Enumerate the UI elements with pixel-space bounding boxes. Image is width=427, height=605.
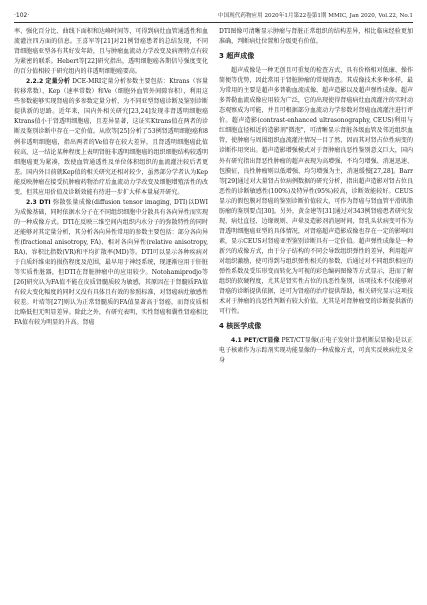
paragraph-text: DCE-MRI定量分析参数主要包括：Ktrans（容量转移常数）、Kep（速率常数）和Ve（细胞外血管外间隙容积），利用这些参数能够实现肾癌的多参数定量分析，为不同亚型肾癌诊断及鉴别诊断提供新的思路。近年来，国内外相关研究[23,24]发现非肾透明细胞癌Ktrans值小于肾透明细胞癌，且差异显著，这证实Ktrans值在两者的诊断及鉴别诊断中存在一定价值。从欣等[25]分析了53例肾透明细胞癌和8例非透明细胞癌，指出两者的Ve值存在较大差异，且肾透明细胞癌此值较高，这一结论某种程度上表明肾脏非透明细胞癌的组织细胞结构较透明细胞癌更为紧凑，致使血管通透性及单位体积组织的血流灌注较后者更差。国内外目前就Kep值的相关研究还相对较少，虽然部分学者认为Kep能反映肿瘤在接受抗肿瘤药物治疗后血流动力学改变及细胞增殖活性的改变，但其应用价值及诊断效能有待进一步扩大样本量展开研究。 <box>14 78 208 196</box>
paragraph-quantitative-analysis <box>14 77 208 198</box>
journal-running-head: 中国现代药物应用 2020年1月第22卷第1期 MMIC, Jan 2020, Vol.22, No.1 <box>217 13 413 19</box>
paragraph: DTI图像可清晰显示肿瘤与肾脏正常组织的结构差异，相比临床经验更加准确，判断病灶位置和分级更有价值。 <box>219 28 413 46</box>
section-heading-nuclear-medicine: 4 核医学成像 <box>219 322 262 331</box>
paragraph-dti <box>14 198 208 329</box>
paragraph-text: PET/CT显像(正电子发射计算机断层显像)是以正电子核素作为示踪剂实现功能显像的一种成像方式，可真实反映病灶及全身 <box>219 337 413 365</box>
subsection-label: 4.1 PET/CT显像 <box>231 337 280 345</box>
page-number: ·102· <box>14 12 30 19</box>
left-column <box>14 27 208 593</box>
page-header <box>14 10 413 23</box>
paragraph-pet-ct <box>219 336 413 366</box>
section-heading-ultrasound: 3 超声成像 <box>219 52 255 61</box>
right-column <box>219 27 413 593</box>
subsection-label: 2.2.2 定量分析 <box>26 78 71 86</box>
paragraph-text: 弥散张量成像(diffusion tensor imaging, DTI)以DWI为成像基础，同时依据水分子在不同组织细胞中分散具有各向异性而实现的一种成像方式。DTI在反映三维空间内组织内水分子的弥散特性的同时还能够对其定量分析，其分析各向异性常用的参数主要包括：部分各向异性(fractional anisotropy, FA)、相对各向异性(relative anisotropy, RA)、容积比指数(VR)和平均扩散率(MD)等。DTI可以显示各种疾病对于白质纤维束的损伤程度及范围，最早用于神经系统，现逐渐应用于肝脏等实质性脏器，但DTI在肾脏肿瘤中的应用较少。Notohamiprodjo等[26]研究认为FA值不能在皮质肾髓质较为敏感，其原因在于肾髓质FA值有较大变化幅度的同时又没有具体且有效的参照标准，对肾癌病灶敏感性较差。叶靖等[27]则认为正常肾髓质的FA值显著高于肾癌，而肾皮质相比略低但无明显差异。除此之外，有研究表明，实性肾癌和囊性肾癌相比FA值有较为明显的升高。肾癌 <box>14 198 208 327</box>
section-heading-dti: 2.3 DTI <box>26 198 51 206</box>
paragraph: 率、强化百分比、曲线下面积和达峰时间等，可得到病灶血管通透性和血流灌注四方面的信息。王喜军等[21]对21例肾癌患者的总结发现，不同肾细胞癌亚型各有其好发年龄，且与肿瘤血流动力学改变及病理特点有较为紧密的联系。Hebert等[22]研究指出，透明细胞癌各期信号强度变化的百分值相较于研究组内的非透明细胞癌要高。 <box>14 28 208 76</box>
paragraph: 超声成像是一种无创且可重复的检查方式，具有价格相对低廉、操作简便等优势，因此常用于肾脏肿瘤的常规筛查。其成像技术多种多样，最为常用的主要是超声多普勒血流成像、超声造影以及超声弹性成像。超声多普勒血流成像应用较为广泛，它的出现使得肾癌病灶血流灌注的实时动态观察成为可能，并且可根据部分血流动力学参数对肾癌血流灌注进行评价。超声造影(contrast-enhanced ultrasonography, CEUS)利用与红细胞直径相近的造影剂"微泡"，可清晰显示肾脏各级血管及邻近组织血管，使肿瘤与周围组织血流灌注情况一目了然，因而其对肾占位性病变的诊断作用突出。超声造影增强模式对于肾肿瘤良恶性鉴别意义巨大，国内外有研究指出肾恶性肿瘤的超声表现为高增强、不均匀增强、消退迅速、包膜征，良性肿瘤则以低增强、均匀增强为主，消退缓慢[27,28]。Barr等[29]通过对大量肾占位病例数据的研究分析，指出超声造影对肾占位良恶性的诊断敏感性(100%)及特异性(95%)较高，诊断效能较好。CEUS显示的假包膜对肾癌的鉴别诊断价值较大，可作为肾癌与肾血管平滑肌脂肪瘤的鉴别要点[30]。另外，黄金建等[31]通过对343例肾癌患者研究发现，病灶直径、边缘规则、声晕及造影剂消退时间，肾乳头状病变可作为肾透明细胞癌亚型的具体情况，对肾癌超声造影成像也存在一定的影响因素，显示CEUS对肾癌亚型鉴别诊断具有一定价值。超声弹性成像是一种新兴的成像方式，由于分子结构的不同会导致组织弹性的差异，利用超声对组织激励，使可得到与组织弹性相关的参数，后通过对不同组织相应的弹性系数及受压形变而转化为可视的彩色编码图像等方式显示，进而了解组织的软硬程度，尤其是肾实性占位的良恶性鉴别，该项技术不仅能够对肾癌的诊断提供依据，还可为肾癌的治疗提供帮助，相关研究显示这项技术对于肿瘤的良恶性判断有较大价值，尤其是对肾肿瘤变的诊断提供新的可行性。 <box>219 67 413 316</box>
